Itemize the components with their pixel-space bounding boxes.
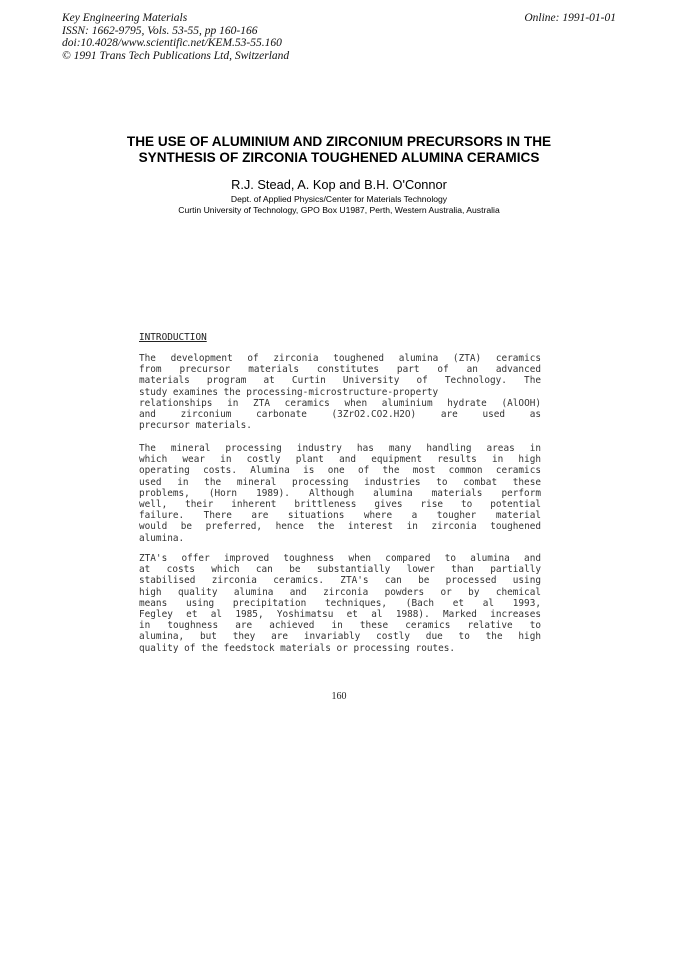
journal-header	[62, 12, 289, 62]
text-line: high quality alumina and zirconia powders or by chemical	[139, 586, 541, 598]
text-line: operating costs. Alumina is one of the most common ceramics	[139, 465, 541, 477]
paper-title	[100, 134, 578, 166]
text-line: Fegley et al 1985, Yoshimatsu et al 1988). Marked increases	[139, 609, 541, 621]
journal-name: Key Engineering Materials	[62, 12, 188, 24]
text-line: from precursor materials constitutes part of an advanced	[139, 364, 541, 376]
online-date: Online: 1991-01-01	[524, 12, 616, 24]
text-line: stabilised zirconia ceramics. ZTA's can be processed using	[139, 575, 541, 587]
text-line: which wear in costly plant and equipment results in high	[139, 454, 541, 466]
text-line: well, their inherent brittleness gives rise to potential	[139, 499, 541, 511]
text-line: materials program at Curtin University of Technology. The	[139, 375, 541, 387]
text-line: at costs which can be substantially lower than partially	[139, 564, 541, 576]
text-line: relationships in ZTA ceramics when aluminium hydrate (AlOOH)	[139, 397, 541, 409]
text-line: in toughness are achieved in these ceramics relative to	[139, 620, 541, 632]
text-line: alumina.	[139, 532, 185, 544]
paragraph-1	[139, 353, 541, 431]
title-line-1: THE USE OF ALUMINIUM AND ZIRCONIUM PRECURSORS IN THE	[126, 134, 552, 149]
affiliation-line-1: Dept. of Applied Physics/Center for Materials Technology	[230, 194, 448, 204]
text-line: failure. There are situations where a tougher material	[139, 510, 541, 522]
text-line: alumina, but they are invariably costly due to the high	[139, 631, 541, 643]
text-line: means using precipitation techniques, (Bach et al 1993,	[139, 597, 541, 609]
text-line: The mineral processing industry has many handling areas in	[139, 443, 541, 454]
text-line: quality of the feedstock materials or processing routes.	[139, 642, 456, 654]
text-line: The development of zirconia toughened alumina (ZTA) ceramics	[139, 353, 541, 364]
text-line: problems, (Horn 1989). Although alumina materials perform	[139, 487, 541, 499]
paragraph-2	[139, 443, 541, 544]
section-heading-introduction: INTRODUCTION	[139, 332, 207, 343]
text-line: precursor materials.	[139, 420, 252, 432]
text-line: ZTA's offer improved toughness when compared to alumina and	[139, 553, 541, 564]
text-line: and zirconium carbonate (3ZrO2.CO2.H2O) are used as	[139, 409, 541, 421]
title-line-2: SYNTHESIS OF ZIRCONIA TOUGHENED ALUMINA CERAMICS	[138, 150, 540, 165]
page-number: 160	[331, 691, 347, 702]
doi-line: doi:10.4028/www.scientific.net/KEM.53-55.160	[62, 37, 282, 49]
issn-line: ISSN: 1662-9795, Vols. 53-55, pp 160-166	[62, 24, 258, 37]
copyright-line: © 1991 Trans Tech Publications Ltd, Switzerland	[62, 49, 290, 62]
paragraph-3	[139, 553, 541, 654]
text-line: would be preferred, hence the interest in zirconia toughened	[139, 521, 541, 533]
text-line: study examines the processing-microstructure-property	[139, 386, 439, 398]
text-line: used in the mineral processing industries to combat these	[139, 476, 541, 488]
authors: R.J. Stead, A. Kop and B.H. O'Connor	[231, 177, 447, 192]
affiliation	[80, 194, 598, 216]
affiliation-line-2: Curtin University of Technology, GPO Box U1987, Perth, Western Australia, Australia	[178, 205, 500, 215]
